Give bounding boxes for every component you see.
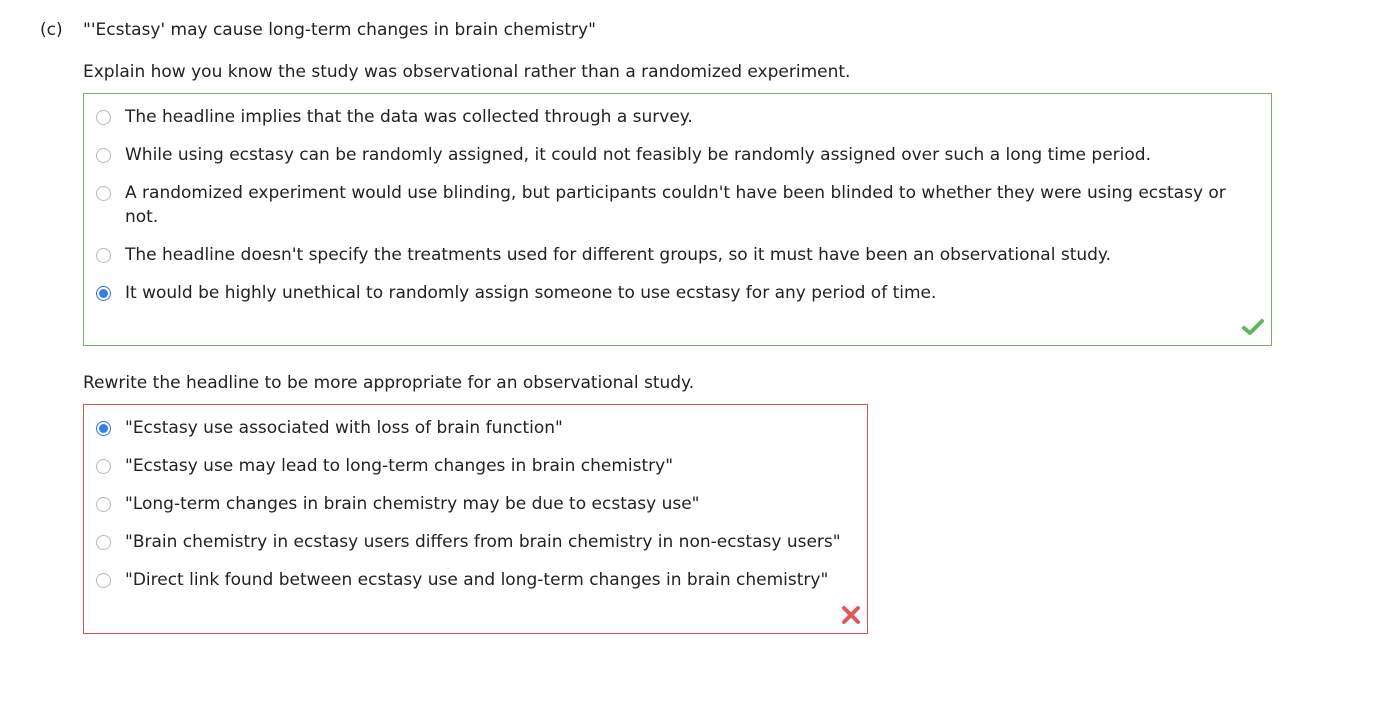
q2-option-2-text: "Ecstasy use may lead to long-term changes in brain chemistry" bbox=[125, 456, 674, 476]
q2-option-5[interactable] bbox=[96, 571, 856, 592]
q2-option-4[interactable] bbox=[96, 533, 866, 554]
q1-option-2[interactable] bbox=[96, 146, 1256, 167]
q2-radio-2[interactable] bbox=[96, 459, 111, 474]
x-icon bbox=[841, 605, 861, 630]
q1-radio-5[interactable] bbox=[96, 286, 111, 301]
q2-answer-box bbox=[83, 404, 868, 634]
part-headline: "'Ecstasy' may cause long-term changes in brain chemistry" bbox=[83, 20, 596, 40]
q2-radio-3[interactable] bbox=[96, 497, 111, 512]
q2-radio-4[interactable] bbox=[96, 535, 111, 550]
q1-option-3-text: A randomized experiment would use blinding, but participants couldn't have been blinded to whether they were using ecstasy or not. bbox=[125, 183, 1226, 227]
q2-option-2[interactable] bbox=[96, 457, 856, 478]
q2-radio-5[interactable] bbox=[96, 573, 111, 588]
q2-radio-1[interactable] bbox=[96, 421, 111, 436]
q1-option-3[interactable] bbox=[96, 184, 1256, 229]
q1-radio-3[interactable] bbox=[96, 186, 111, 201]
q1-option-2-text: While using ecstasy can be randomly assigned, it could not feasibly be randomly assigned over such a long time period. bbox=[125, 145, 1151, 165]
q1-option-5[interactable] bbox=[96, 284, 1256, 305]
q1-option-4-text: The headline doesn't specify the treatments used for different groups, so it must have been an observational study. bbox=[125, 245, 1111, 265]
checkmark-icon bbox=[1242, 318, 1264, 341]
q1-option-5-text: It would be highly unethical to randomly assign someone to use ecstasy for any period of time. bbox=[125, 283, 937, 303]
part-label: (c) bbox=[40, 20, 63, 40]
q1-prompt: Explain how you know the study was observational rather than a randomized experiment. bbox=[83, 62, 851, 82]
q2-option-1-text: "Ecstasy use associated with loss of brain function" bbox=[125, 418, 563, 438]
q2-prompt: Rewrite the headline to be more appropriate for an observational study. bbox=[83, 373, 695, 393]
q2-option-3-text: "Long-term changes in brain chemistry may be due to ecstasy use" bbox=[125, 494, 700, 514]
q1-option-4[interactable] bbox=[96, 246, 1256, 267]
q2-option-1[interactable] bbox=[96, 419, 856, 440]
q1-radio-2[interactable] bbox=[96, 148, 111, 163]
q1-radio-1[interactable] bbox=[96, 110, 111, 125]
q2-option-3[interactable] bbox=[96, 495, 856, 516]
q2-option-5-text: "Direct link found between ecstasy use and long-term changes in brain chemistry" bbox=[125, 570, 829, 590]
q2-option-4-text: "Brain chemistry in ecstasy users differs from brain chemistry in non-ecstasy users" bbox=[125, 532, 841, 552]
q1-radio-4[interactable] bbox=[96, 248, 111, 263]
q1-option-1[interactable] bbox=[96, 108, 1256, 129]
q1-option-1-text: The headline implies that the data was collected through a survey. bbox=[125, 107, 693, 127]
q1-answer-box bbox=[83, 93, 1272, 346]
